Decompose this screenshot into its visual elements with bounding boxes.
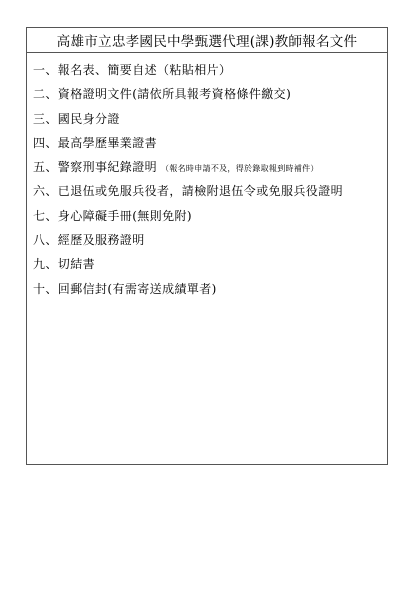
document-table — [26, 27, 388, 465]
list-item-5 — [33, 155, 385, 179]
item-text: 二、資格證明文件(請依所具報考資格條件繳交) — [33, 87, 292, 102]
list-item-3 — [33, 107, 385, 131]
list-item-6 — [33, 179, 385, 203]
list-item-2 — [33, 82, 385, 106]
list-item-10 — [33, 277, 385, 301]
item-text: 十、回郵信封(有需寄送成績單者) — [33, 281, 217, 296]
item-text: 九、切結書 — [33, 257, 96, 272]
list-item-4 — [33, 131, 385, 155]
item-text: 五、警察刑事紀錄證明 — [33, 160, 158, 175]
item-text: 六、已退伍或免服兵役者，請檢附退伍令或免服兵役證明 — [33, 184, 344, 199]
item-text: 七、身心障礙手冊(無則免附) — [33, 208, 192, 223]
item-note: （報名時申請不及，得於錄取報到時補件） — [161, 164, 319, 174]
item-text: 一、報名表、簡要自述（粘貼相片） — [33, 63, 232, 77]
list-item-7 — [33, 204, 385, 228]
item-text: 三、國民身分證 — [33, 111, 120, 126]
item-text: 四、最高學歷畢業證書 — [33, 135, 158, 150]
document-title: 高雄市立忠孝國民中學甄選代理(課)教師報名文件 — [27, 28, 387, 53]
item-text: 八、經歷及服務證明 — [33, 233, 145, 248]
list-item-1 — [33, 58, 385, 82]
document-item-list — [33, 58, 385, 301]
list-item-9 — [33, 252, 385, 276]
list-item-8 — [33, 228, 385, 252]
